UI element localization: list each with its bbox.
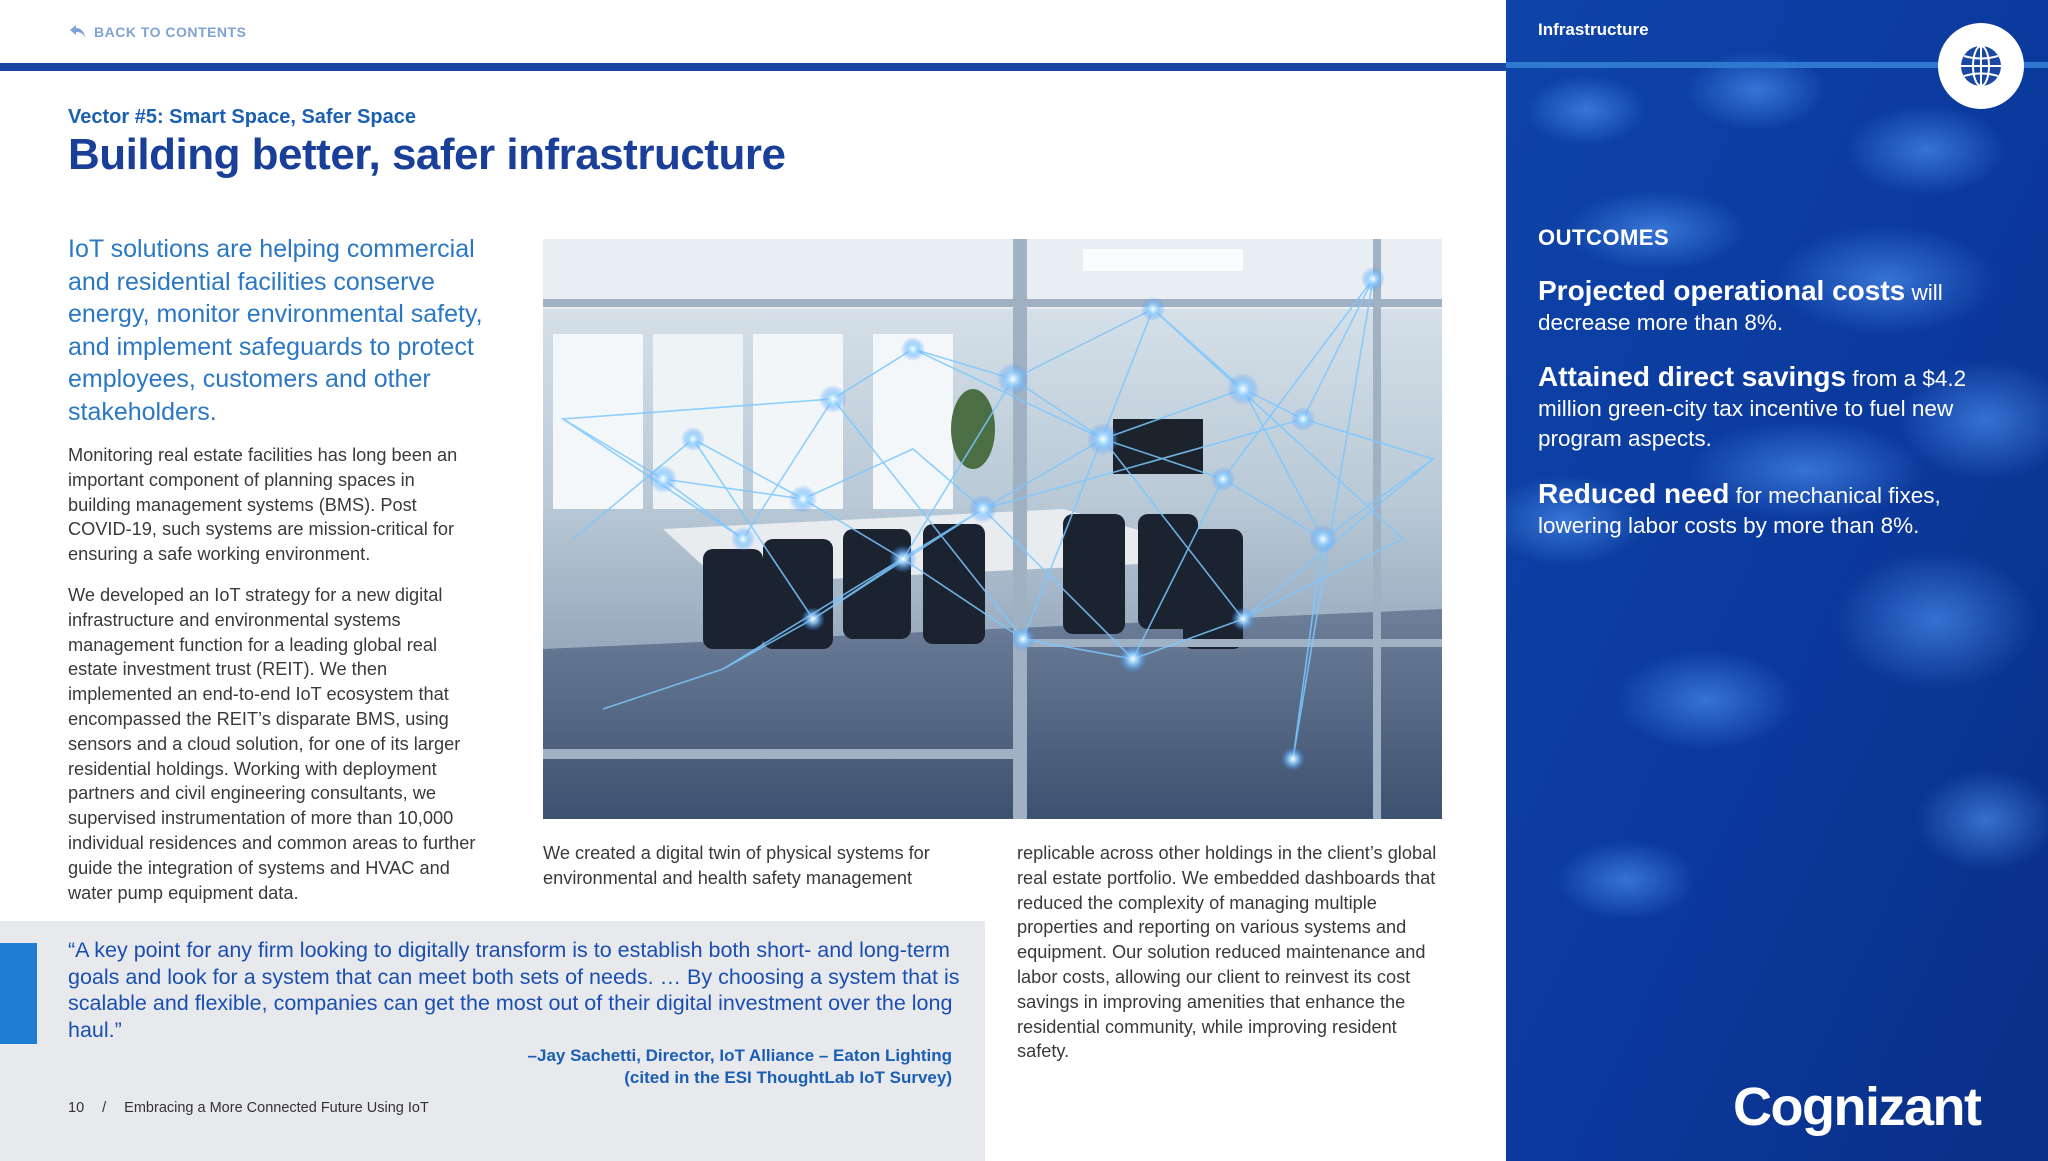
back-arrow-icon — [68, 22, 88, 42]
quote-attribution-line-1: –Jay Sachetti, Director, IoT Alliance – Eaton Lighting — [527, 1046, 952, 1065]
outcome-detail: for mechanical fixes, lowering labor costs by more than 8%. — [1538, 483, 1941, 538]
outcome-item — [1538, 479, 1988, 541]
page-title: Building better, safer infrastructure — [68, 130, 786, 179]
quote-attribution — [528, 1045, 952, 1089]
globe-icon — [1938, 23, 2024, 109]
vector-label: Vector #5: Smart Space, Safer Space — [68, 106, 416, 128]
header-rule — [0, 63, 1506, 71]
outcome-detail: from a $4.2 million green-city tax incentive to fuel new program aspects. — [1538, 366, 1967, 451]
outcome-item — [1538, 276, 1988, 338]
outcome-headline: Projected operational costs — [1538, 275, 1906, 306]
quote-attribution-line-2: (cited in the ESI ThoughtLab IoT Survey) — [624, 1068, 952, 1087]
outcome-headline: Reduced need — [1538, 478, 1730, 509]
outcome-headline: Attained direct savings — [1538, 361, 1847, 392]
body-paragraph-1: Monitoring real estate facilities has long been an important component of planning spaces in building management systems (BMS). Post COVID-19, such systems are mission-critical for ensuring a safe working environment. — [68, 445, 458, 565]
outcomes-panel — [1506, 0, 2048, 1161]
pull-quote: “A key point for any firm looking to digitally transform is to establish both short- and long-term goals and look for a system that can meet both sets of needs. … By choosing a system that is scalable and flexible, companies can get the most out of their digital investment over the long haul.” — [68, 938, 960, 1042]
outcome-item — [1538, 362, 1988, 454]
panel-background — [1506, 0, 2048, 1161]
body-paragraph-2: We developed an IoT strategy for a new digital infrastructure and environmental systems management function for a leading global real estate investment trust (REIT). We then implemented an end-to-end IoT ecosystem that encompassed the REIT’s disparate BMS, using sensors and a cloud solution, for one of its larger residential holdings. Working with deployment partners and civil engineering consultants, we supervised instrumentation of more than 10,000 individual residences and common areas to further guide the integration of systems and HVAC and water pump equipment data. — [68, 585, 476, 903]
quote-accent-bar — [0, 943, 37, 1044]
image-caption: We created a digital twin of physical systems for environmental and health safety management — [543, 843, 930, 888]
section-title: Infrastructure — [1538, 20, 1649, 39]
outcomes-label: OUTCOMES — [1538, 225, 1670, 250]
page-footer — [68, 1100, 429, 1116]
lead-paragraph: IoT solutions are helping commercial and residential facilities conserve energy, monitor environmental safety, and implement safeguards to protect employees, customers and other stakeholders. — [68, 235, 483, 426]
conference-room-network-image — [543, 239, 1442, 819]
body-paragraph-3: replicable across other holdings in the client’s global real estate portfolio. We embedded dashboards that reduced the complexity of managing multiple properties and reporting on various systems and equipment. Our solution reduced maintenance and labor costs, allowing our client to reinvest its cost savings in improving amenities that enhance the residential community, while improving resident safety. — [1017, 843, 1437, 1062]
document-title: Embracing a More Connected Future Using IoT — [124, 1100, 429, 1116]
page-number: 10 — [68, 1100, 85, 1116]
footer-separator: / — [102, 1100, 107, 1116]
outcome-detail: will decrease more than 8%. — [1538, 280, 1943, 335]
back-to-contents-link[interactable] — [68, 22, 246, 42]
cognizant-logo: Cognizant — [1733, 1077, 1981, 1137]
back-to-contents-label: BACK TO CONTENTS — [94, 24, 247, 40]
